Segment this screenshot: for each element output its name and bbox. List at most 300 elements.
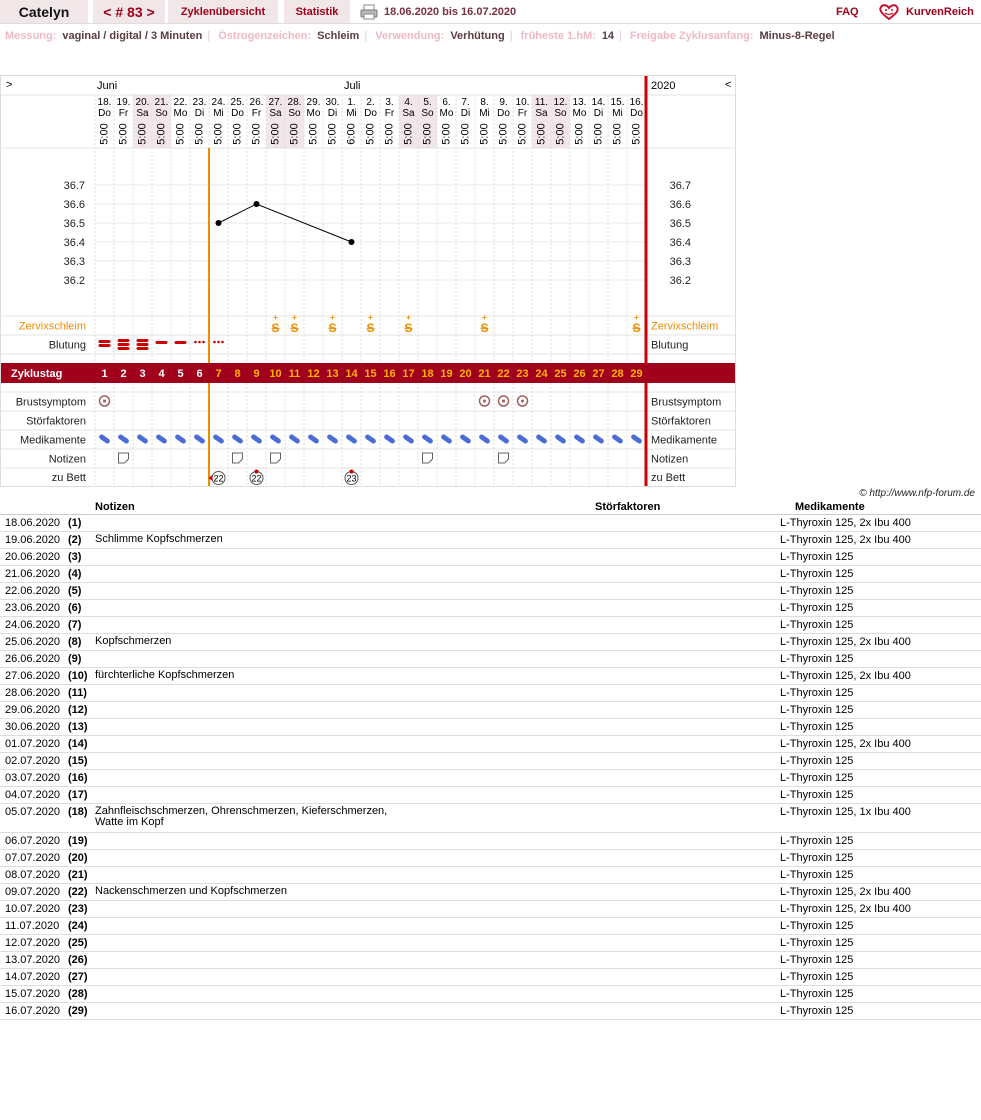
row-cycle-day: (16)	[68, 772, 88, 784]
day-weekday: Fr	[384, 108, 395, 119]
table-row	[0, 685, 981, 702]
row-medication: L-Thyroxin 125	[780, 937, 854, 949]
row-medication: L-Thyroxin 125, 2x Ibu 400	[780, 903, 911, 915]
cycle-day-number: 28	[611, 368, 624, 380]
row-label-bleeding: Blutung	[48, 339, 86, 352]
day-date: 7.	[461, 97, 470, 108]
pill-icon	[307, 434, 320, 445]
pill-icon	[459, 434, 472, 445]
bleeding-bar	[99, 340, 111, 343]
temp-point	[349, 239, 355, 245]
row-medication: L-Thyroxin 125	[780, 568, 854, 580]
day-date: 23.	[192, 97, 207, 108]
day-time: 5:00	[269, 123, 282, 145]
day-time: 5:00	[326, 123, 339, 145]
top-bar	[0, 0, 981, 24]
row-medication: L-Thyroxin 125	[780, 835, 854, 847]
note-icon	[423, 453, 433, 463]
day-date: 27.	[268, 97, 283, 108]
table-row	[0, 969, 981, 986]
row-cycle-day: (7)	[68, 619, 82, 631]
row-cycle-day: (10)	[68, 670, 88, 682]
day-time: 5:00	[383, 123, 396, 145]
row-medication: L-Thyroxin 125	[780, 920, 854, 932]
bleeding-bar	[118, 339, 130, 342]
row-label-right-breast: Brustsymptom	[651, 396, 722, 409]
row-medication: L-Thyroxin 125	[780, 869, 854, 881]
table-row	[0, 549, 981, 566]
row-cycle-day: (2)	[68, 534, 82, 546]
row-medication: L-Thyroxin 125, 2x Ibu 400	[780, 517, 911, 529]
copyright: © http://www.nfp-forum.de	[859, 488, 975, 499]
table-row	[0, 532, 981, 549]
row-medication: L-Thyroxin 125	[780, 755, 854, 767]
row-label-right-bleeding: Blutung	[651, 339, 689, 352]
bleeding-spotting	[202, 341, 205, 344]
pill-icon	[117, 434, 130, 445]
mucus-symbol: S	[480, 321, 489, 335]
header-medications: Medikamente	[795, 501, 865, 513]
mucus-plus: +	[482, 313, 487, 322]
note-icon	[271, 453, 281, 463]
day-date: 26.	[249, 97, 264, 108]
cycle-day-number: 24	[535, 368, 548, 380]
mucus-plus: +	[273, 313, 278, 322]
day-weekday: Mi	[479, 108, 490, 119]
pill-icon	[155, 434, 168, 445]
day-date: 25.	[230, 97, 245, 108]
row-medication: L-Thyroxin 125	[780, 551, 854, 563]
row-date: 07.07.2020	[5, 852, 61, 864]
table-row	[0, 515, 981, 532]
nav-right-arrow: <	[725, 79, 732, 91]
bedtime-value: 22	[213, 473, 224, 484]
row-label-disturb: Störfaktoren	[26, 415, 86, 428]
day-time: 5:00	[117, 123, 130, 145]
pill-icon	[250, 434, 263, 445]
temp-tick-label: 36.6	[63, 199, 85, 211]
row-note: Schlimme Kopfschmerzen	[95, 533, 223, 545]
row-cycle-day: (9)	[68, 653, 82, 665]
day-weekday: Mo	[439, 108, 454, 119]
tab-statistics[interactable]: Statistik	[284, 0, 350, 23]
row-date: 30.06.2020	[5, 721, 61, 733]
row-medication: L-Thyroxin 125, 2x Ibu 400	[780, 886, 911, 898]
day-time: 5:00	[554, 123, 567, 145]
row-cycle-day: (20)	[68, 852, 88, 864]
row-medication: L-Thyroxin 125	[780, 653, 854, 665]
cycle-day-number: 21	[478, 368, 491, 380]
day-weekday: Mi	[213, 108, 224, 119]
row-label-meds: Medikamente	[19, 434, 86, 447]
day-weekday: Mo	[173, 108, 188, 119]
mucus-plus: +	[634, 313, 639, 322]
row-medication: L-Thyroxin 125, 2x Ibu 400	[780, 738, 911, 750]
row-date: 01.07.2020	[5, 738, 61, 750]
row-date: 22.06.2020	[5, 585, 61, 597]
temp-tick-label-right: 36.4	[669, 237, 691, 249]
row-date: 19.06.2020	[5, 534, 61, 546]
cycle-day-number: 3	[139, 368, 146, 380]
row-label-notes: Notizen	[48, 453, 86, 466]
row-cycle-day: (26)	[68, 954, 88, 966]
table-row	[0, 600, 981, 617]
table-row	[0, 617, 981, 634]
breast-symptom-dot	[103, 400, 106, 403]
bleeding-bar	[156, 341, 168, 344]
pill-icon	[611, 434, 624, 445]
row-medication: L-Thyroxin 125	[780, 988, 854, 1000]
breast-symptom-dot	[521, 400, 524, 403]
temp-tick-label: 36.4	[63, 237, 85, 249]
row-cycle-day: (18)	[68, 806, 88, 818]
pill-icon	[440, 434, 453, 445]
day-time: 5:00	[155, 123, 168, 145]
mucus-plus: +	[406, 313, 411, 322]
day-weekday: So	[288, 108, 301, 119]
row-cycle-day: (22)	[68, 886, 88, 898]
cycle-navigator[interactable]: < # 83 >	[93, 0, 165, 23]
row-note: fürchterliche Kopfschmerzen	[95, 669, 235, 681]
day-time: 5:00	[136, 123, 149, 145]
table-row	[0, 651, 981, 668]
row-cycle-day: (11)	[68, 687, 87, 699]
cycle-day-number: 17	[402, 368, 415, 380]
pill-icon	[516, 434, 529, 445]
bleeding-bar	[137, 347, 149, 350]
row-date: 24.06.2020	[5, 619, 61, 631]
day-date: 12.	[553, 97, 568, 108]
cycle-day-number: 9	[253, 368, 260, 380]
row-label-breast: Brustsymptom	[15, 396, 86, 409]
breast-symptom-dot	[502, 400, 505, 403]
pill-icon	[573, 434, 586, 445]
row-date: 14.07.2020	[5, 971, 61, 983]
day-date: 18.	[97, 97, 112, 108]
row-date: 08.07.2020	[5, 869, 61, 881]
bleeding-spotting	[221, 341, 224, 344]
day-date: 24.	[211, 97, 226, 108]
printer-icon[interactable]	[358, 0, 380, 23]
note-icon	[233, 453, 243, 463]
cycle-day-label: Zyklustag	[11, 368, 63, 380]
row-date: 27.06.2020	[5, 670, 61, 682]
temp-tick-label: 36.7	[63, 180, 85, 192]
row-date: 09.07.2020	[5, 886, 61, 898]
day-weekday: Sa	[136, 108, 149, 119]
cycle-day-number: 8	[234, 368, 241, 380]
pill-icon	[554, 434, 567, 445]
day-date: 4.	[404, 97, 413, 108]
row-label-right-notes: Notizen	[651, 453, 689, 466]
cycle-chart-svg	[1, 76, 735, 486]
pill-icon	[288, 434, 301, 445]
day-time: 5:00	[497, 123, 510, 145]
row-label-right-bed: zu Bett	[651, 472, 686, 484]
day-date: 22.	[173, 97, 188, 108]
row-date: 26.06.2020	[5, 653, 61, 665]
day-weekday: Mi	[612, 108, 623, 119]
day-date: 21.	[154, 97, 169, 108]
cycle-chart	[0, 75, 736, 487]
row-medication: L-Thyroxin 125	[780, 721, 854, 733]
row-cycle-day: (25)	[68, 937, 88, 949]
day-date: 30.	[325, 97, 340, 108]
day-date: 8.	[480, 97, 489, 108]
pill-icon	[174, 434, 187, 445]
row-cycle-day: (28)	[68, 988, 88, 1000]
day-time: 6:00	[345, 123, 358, 145]
day-weekday: So	[554, 108, 567, 119]
row-medication: L-Thyroxin 125	[780, 772, 854, 784]
bleeding-bar	[118, 347, 130, 350]
day-time: 5:00	[307, 123, 320, 145]
row-medication: L-Thyroxin 125, 1x Ibu 400	[780, 806, 911, 818]
mucus-symbol: S	[404, 321, 413, 335]
row-date: 29.06.2020	[5, 704, 61, 716]
bleeding-bar	[175, 341, 187, 344]
row-note: Nackenschmerzen und Kopfschmerzen	[95, 885, 287, 897]
day-time: 5:00	[364, 123, 377, 145]
temp-tick-label-right: 36.7	[669, 180, 691, 192]
bleeding-bar	[118, 343, 130, 346]
bleeding-spotting	[194, 341, 197, 344]
row-cycle-day: (19)	[68, 835, 88, 847]
row-date: 02.07.2020	[5, 755, 61, 767]
cycle-day-band	[1, 363, 646, 383]
day-weekday: So	[421, 108, 434, 119]
row-medication: L-Thyroxin 125	[780, 602, 854, 614]
mucus-symbol: S	[290, 321, 299, 335]
table-row	[0, 867, 981, 884]
day-weekday: Di	[327, 108, 338, 119]
day-date: 5.	[423, 97, 432, 108]
temp-tick-label-right: 36.3	[669, 256, 691, 268]
pill-icon	[231, 434, 244, 445]
day-weekday: Do	[364, 108, 377, 119]
user-name: Catelyn	[0, 0, 88, 23]
table-row	[0, 850, 981, 867]
row-medication: L-Thyroxin 125	[780, 1005, 854, 1017]
usage-value: Verhütung	[450, 30, 505, 42]
measure-label: Messung:	[5, 30, 57, 42]
table-row	[0, 634, 981, 651]
day-date: 29.	[306, 97, 321, 108]
year-label: 2020	[651, 80, 676, 92]
day-weekday: Mi	[346, 108, 357, 119]
row-cycle-day: (27)	[68, 971, 88, 983]
pill-icon	[383, 434, 396, 445]
day-time: 5:00	[402, 123, 415, 145]
table-row	[0, 583, 981, 600]
bedtime-value: 22	[251, 473, 262, 484]
row-medication: L-Thyroxin 125	[780, 704, 854, 716]
row-medication: L-Thyroxin 125	[780, 971, 854, 983]
pill-icon	[212, 434, 225, 445]
measure-value: vaginal / digital / 3 Minuten	[62, 30, 203, 42]
row-medication: L-Thyroxin 125	[780, 954, 854, 966]
row-date: 03.07.2020	[5, 772, 61, 784]
day-time: 5:00	[98, 123, 111, 145]
temp-tick-label: 36.2	[63, 275, 85, 287]
pill-icon	[345, 434, 358, 445]
row-note: Kopfschmerzen	[95, 635, 172, 647]
pill-icon	[478, 434, 491, 445]
row-cycle-day: (14)	[68, 738, 88, 750]
cycle-day-number: 12	[307, 368, 320, 380]
mucus-plus: +	[292, 313, 297, 322]
release-label: Freigabe Zyklusanfang:	[629, 30, 754, 42]
day-time: 5:00	[250, 123, 263, 145]
row-cycle-day: (29)	[68, 1005, 88, 1017]
day-weekday: Fr	[118, 108, 129, 119]
day-weekday: So	[155, 108, 168, 119]
note-icon	[499, 453, 509, 463]
row-label-mucus: Zervixschleim	[18, 320, 86, 333]
row-medication: L-Thyroxin 125, 2x Ibu 400	[780, 670, 911, 682]
row-label-right-meds: Medikamente	[651, 434, 718, 447]
row-medication: L-Thyroxin 125	[780, 619, 854, 631]
hm-label: früheste 1.hM:	[520, 30, 596, 42]
row-note: Zahnfleischschmerzen, Ohrenschmerzen, Kieferschmerzen, Watte im Kopf	[95, 805, 388, 828]
cycle-day-number: 25	[554, 368, 567, 380]
pill-icon	[98, 434, 111, 445]
pill-icon	[630, 434, 643, 445]
day-time: 5:00	[174, 123, 187, 145]
pill-icon	[497, 434, 510, 445]
cycle-day-number: 19	[440, 368, 453, 380]
day-weekday: Mo	[572, 108, 587, 119]
row-label-bed: zu Bett	[51, 472, 86, 484]
table-row	[0, 719, 981, 736]
row-cycle-day: (23)	[68, 903, 88, 915]
row-medication: L-Thyroxin 125	[780, 687, 854, 699]
row-cycle-day: (13)	[68, 721, 88, 733]
row-medication: L-Thyroxin 125	[780, 852, 854, 864]
mucus-symbol: S	[328, 321, 337, 335]
day-time: 5:00	[212, 123, 225, 145]
row-medication: L-Thyroxin 125	[780, 789, 854, 801]
cycle-day-number: 20	[459, 368, 472, 380]
day-time: 5:00	[193, 123, 206, 145]
brand-name: KurvenReich	[906, 5, 974, 18]
day-date: 28.	[287, 97, 302, 108]
table-row	[0, 935, 981, 952]
day-date: 10.	[515, 97, 530, 108]
day-weekday: Do	[231, 108, 244, 119]
day-weekday: Fr	[517, 108, 528, 119]
note-icon	[119, 453, 129, 463]
bleeding-spotting	[213, 341, 216, 344]
cycle-day-number: 15	[364, 368, 377, 380]
temp-point	[254, 201, 260, 207]
brand-logo[interactable]	[878, 0, 981, 23]
table-row	[0, 770, 981, 787]
row-medication: L-Thyroxin 125, 2x Ibu 400	[780, 636, 911, 648]
table-row	[0, 668, 981, 685]
day-date: 15.	[610, 97, 625, 108]
cycle-day-number: 18	[421, 368, 434, 380]
day-time: 5:00	[421, 123, 434, 145]
day-time: 5:00	[516, 123, 529, 145]
row-cycle-day: (4)	[68, 568, 82, 580]
cycle-day-number: 26	[573, 368, 586, 380]
day-weekday: Sa	[535, 108, 548, 119]
day-weekday: Di	[593, 108, 604, 119]
row-date: 18.06.2020	[5, 517, 61, 529]
faq-link[interactable]: FAQ	[836, 5, 859, 18]
day-time: 5:00	[535, 123, 548, 145]
heart-face-icon	[878, 3, 900, 21]
row-date: 28.06.2020	[5, 687, 61, 699]
row-date: 25.06.2020	[5, 636, 61, 648]
cycle-day-number: 1	[101, 368, 108, 380]
row-date: 06.07.2020	[5, 835, 61, 847]
row-cycle-day: (17)	[68, 789, 88, 801]
day-weekday: Fr	[251, 108, 262, 119]
row-date: 23.06.2020	[5, 602, 61, 614]
row-date: 16.07.2020	[5, 1005, 61, 1017]
cycle-day-number: 7	[215, 368, 222, 380]
row-cycle-day: (5)	[68, 585, 82, 597]
day-weekday: Do	[497, 108, 510, 119]
row-medication: L-Thyroxin 125, 2x Ibu 400	[780, 534, 911, 546]
table-row	[0, 753, 981, 770]
day-time: 5:00	[573, 123, 586, 145]
pill-icon	[193, 434, 206, 445]
row-cycle-day: (21)	[68, 869, 88, 881]
row-cycle-day: (3)	[68, 551, 82, 563]
mucus-plus: +	[330, 313, 335, 322]
row-date: 21.06.2020	[5, 568, 61, 580]
cycle-day-number: 13	[326, 368, 339, 380]
day-date: 19.	[116, 97, 131, 108]
tab-cycle-overview[interactable]: Zyklenübersicht	[168, 0, 278, 23]
table-row	[0, 1003, 981, 1020]
cycle-day-band-right	[646, 363, 735, 383]
day-time: 5:00	[288, 123, 301, 145]
temp-tick-label-right: 36.5	[669, 218, 691, 230]
bedtime-dot-icon	[350, 470, 354, 474]
header-notes: Notizen	[95, 501, 135, 513]
bedtime-dot-icon	[255, 470, 259, 474]
table-row	[0, 566, 981, 583]
day-weekday: Do	[98, 108, 111, 119]
day-date: 13.	[572, 97, 587, 108]
row-label-right-disturb: Störfaktoren	[651, 415, 711, 428]
row-cycle-day: (1)	[68, 517, 82, 529]
row-cycle-day: (6)	[68, 602, 82, 614]
day-weekday: Sa	[269, 108, 282, 119]
release-value: Minus-8-Regel	[759, 30, 835, 42]
row-date: 05.07.2020	[5, 806, 61, 818]
pill-icon	[535, 434, 548, 445]
day-time: 5:00	[630, 123, 643, 145]
bleeding-bar	[137, 339, 149, 342]
cycle-day-number: 10	[269, 368, 282, 380]
table-row	[0, 736, 981, 753]
day-time: 5:00	[478, 123, 491, 145]
row-cycle-day: (15)	[68, 755, 88, 767]
table-row	[0, 986, 981, 1003]
header-disturbances: Störfaktoren	[595, 501, 661, 513]
date-range: 18.06.2020 bis 16.07.2020	[384, 5, 517, 18]
day-weekday: Di	[460, 108, 471, 119]
row-medication: L-Thyroxin 125	[780, 585, 854, 597]
mucus-plus: +	[368, 313, 373, 322]
table-row	[0, 952, 981, 969]
cycle-day-number: 5	[177, 368, 184, 380]
